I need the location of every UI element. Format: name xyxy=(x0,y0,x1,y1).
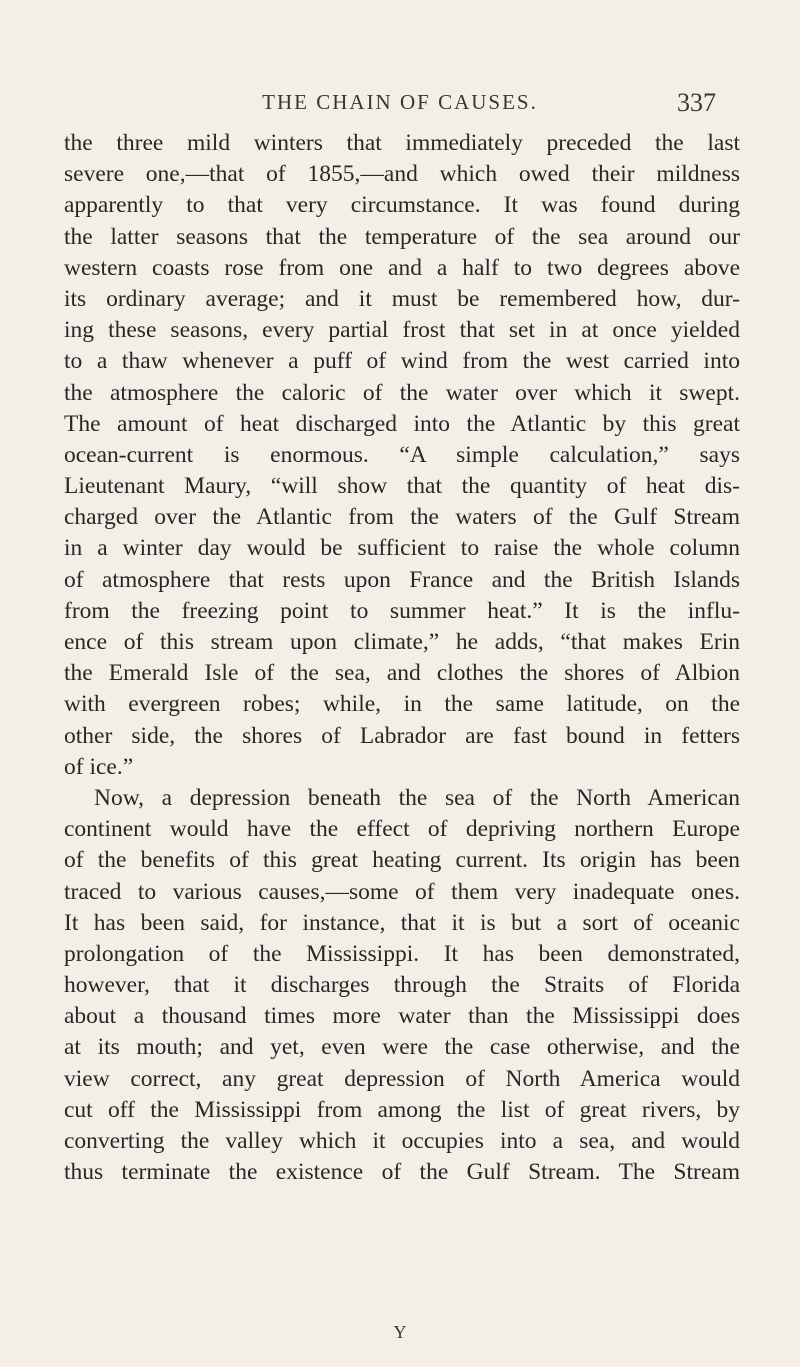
text-line: It has been said, for instance, that it is but a sort of oceanic xyxy=(64,909,740,936)
text-line: converting the valley which it occupies into a sea, and would xyxy=(64,1128,740,1154)
text-line: cut off the Mississippi from among the list of great rivers, by xyxy=(64,1096,740,1123)
text-line: The amount of heat discharged into the Atlantic by this great xyxy=(64,410,740,437)
text-line: continent would have the effect of depriving northern Europe xyxy=(64,816,740,843)
running-title: THE CHAIN OF CAUSES. xyxy=(262,90,538,114)
text-line: about a thousand times more water than the Mississippi does xyxy=(64,1003,740,1030)
text-line: Lieutenant Maury, “will show that the quantity of heat dis- xyxy=(64,473,740,500)
page-number: 337 xyxy=(677,88,716,117)
text-line: severe one,—that of 1855,—and which owed their mildness xyxy=(64,161,740,188)
running-head xyxy=(0,88,800,122)
text-line: of atmosphere that rests upon France and the British Islands xyxy=(64,566,740,593)
body-text xyxy=(64,128,740,1188)
text-line: from the freezing point to summer heat.” It is the influ- xyxy=(64,597,740,624)
text-line: western coasts rose from one and a half to two degrees above xyxy=(64,254,740,281)
text-line: ence of this stream upon climate,” he adds, “that makes Erin xyxy=(64,629,740,655)
text-line: of the benefits of this great heating current. Its origin has been xyxy=(64,847,740,874)
text-line: ing these seasons, every partial frost that set in at once yielded xyxy=(64,317,740,344)
text-line: thus terminate the existence of the Gulf Stream. The Stream xyxy=(64,1159,740,1186)
text-line: ocean-current is enormous. “A simple calculation,” says xyxy=(64,441,740,468)
text-line: traced to various causes,—some of them very inadequate ones. xyxy=(64,878,740,905)
text-line: view correct, any great depression of North America would xyxy=(64,1065,740,1092)
text-line-paragraph-start: Now, a depression beneath the sea of the North American xyxy=(94,784,740,811)
text-line: the latter seasons that the temperature of the sea around our xyxy=(64,223,740,250)
text-line: however, that it discharges through the Straits of Florida xyxy=(64,972,740,999)
text-line: at its mouth; and yet, even were the case otherwise, and the xyxy=(64,1034,740,1061)
text-line: prolongation of the Mississippi. It has been demonstrated, xyxy=(64,940,740,967)
signature-mark: Y xyxy=(393,1322,407,1342)
text-line: the Emerald Isle of the sea, and clothes the shores of Albion xyxy=(64,660,740,687)
text-line: charged over the Atlantic from the waters of the Gulf Stream xyxy=(64,504,740,531)
text-line: other side, the shores of Labrador are fast bound in fetters xyxy=(64,722,740,749)
text-line: apparently to that very circumstance. It was found during xyxy=(64,192,740,219)
text-line: to a thaw whenever a puff of wind from the west carried into xyxy=(64,348,740,375)
text-line: the atmosphere the caloric of the water over which it swept. xyxy=(64,379,740,406)
text-line: the three mild winters that immediately preceded the last xyxy=(64,130,740,156)
text-line: its ordinary average; and it must be remembered how, dur- xyxy=(64,285,740,312)
text-line-paragraph-end: of ice.” xyxy=(64,753,134,780)
text-line: in a winter day would be sufficient to raise the whole column xyxy=(64,535,740,562)
text-line: with evergreen robes; while, in the same latitude, on the xyxy=(64,691,740,718)
